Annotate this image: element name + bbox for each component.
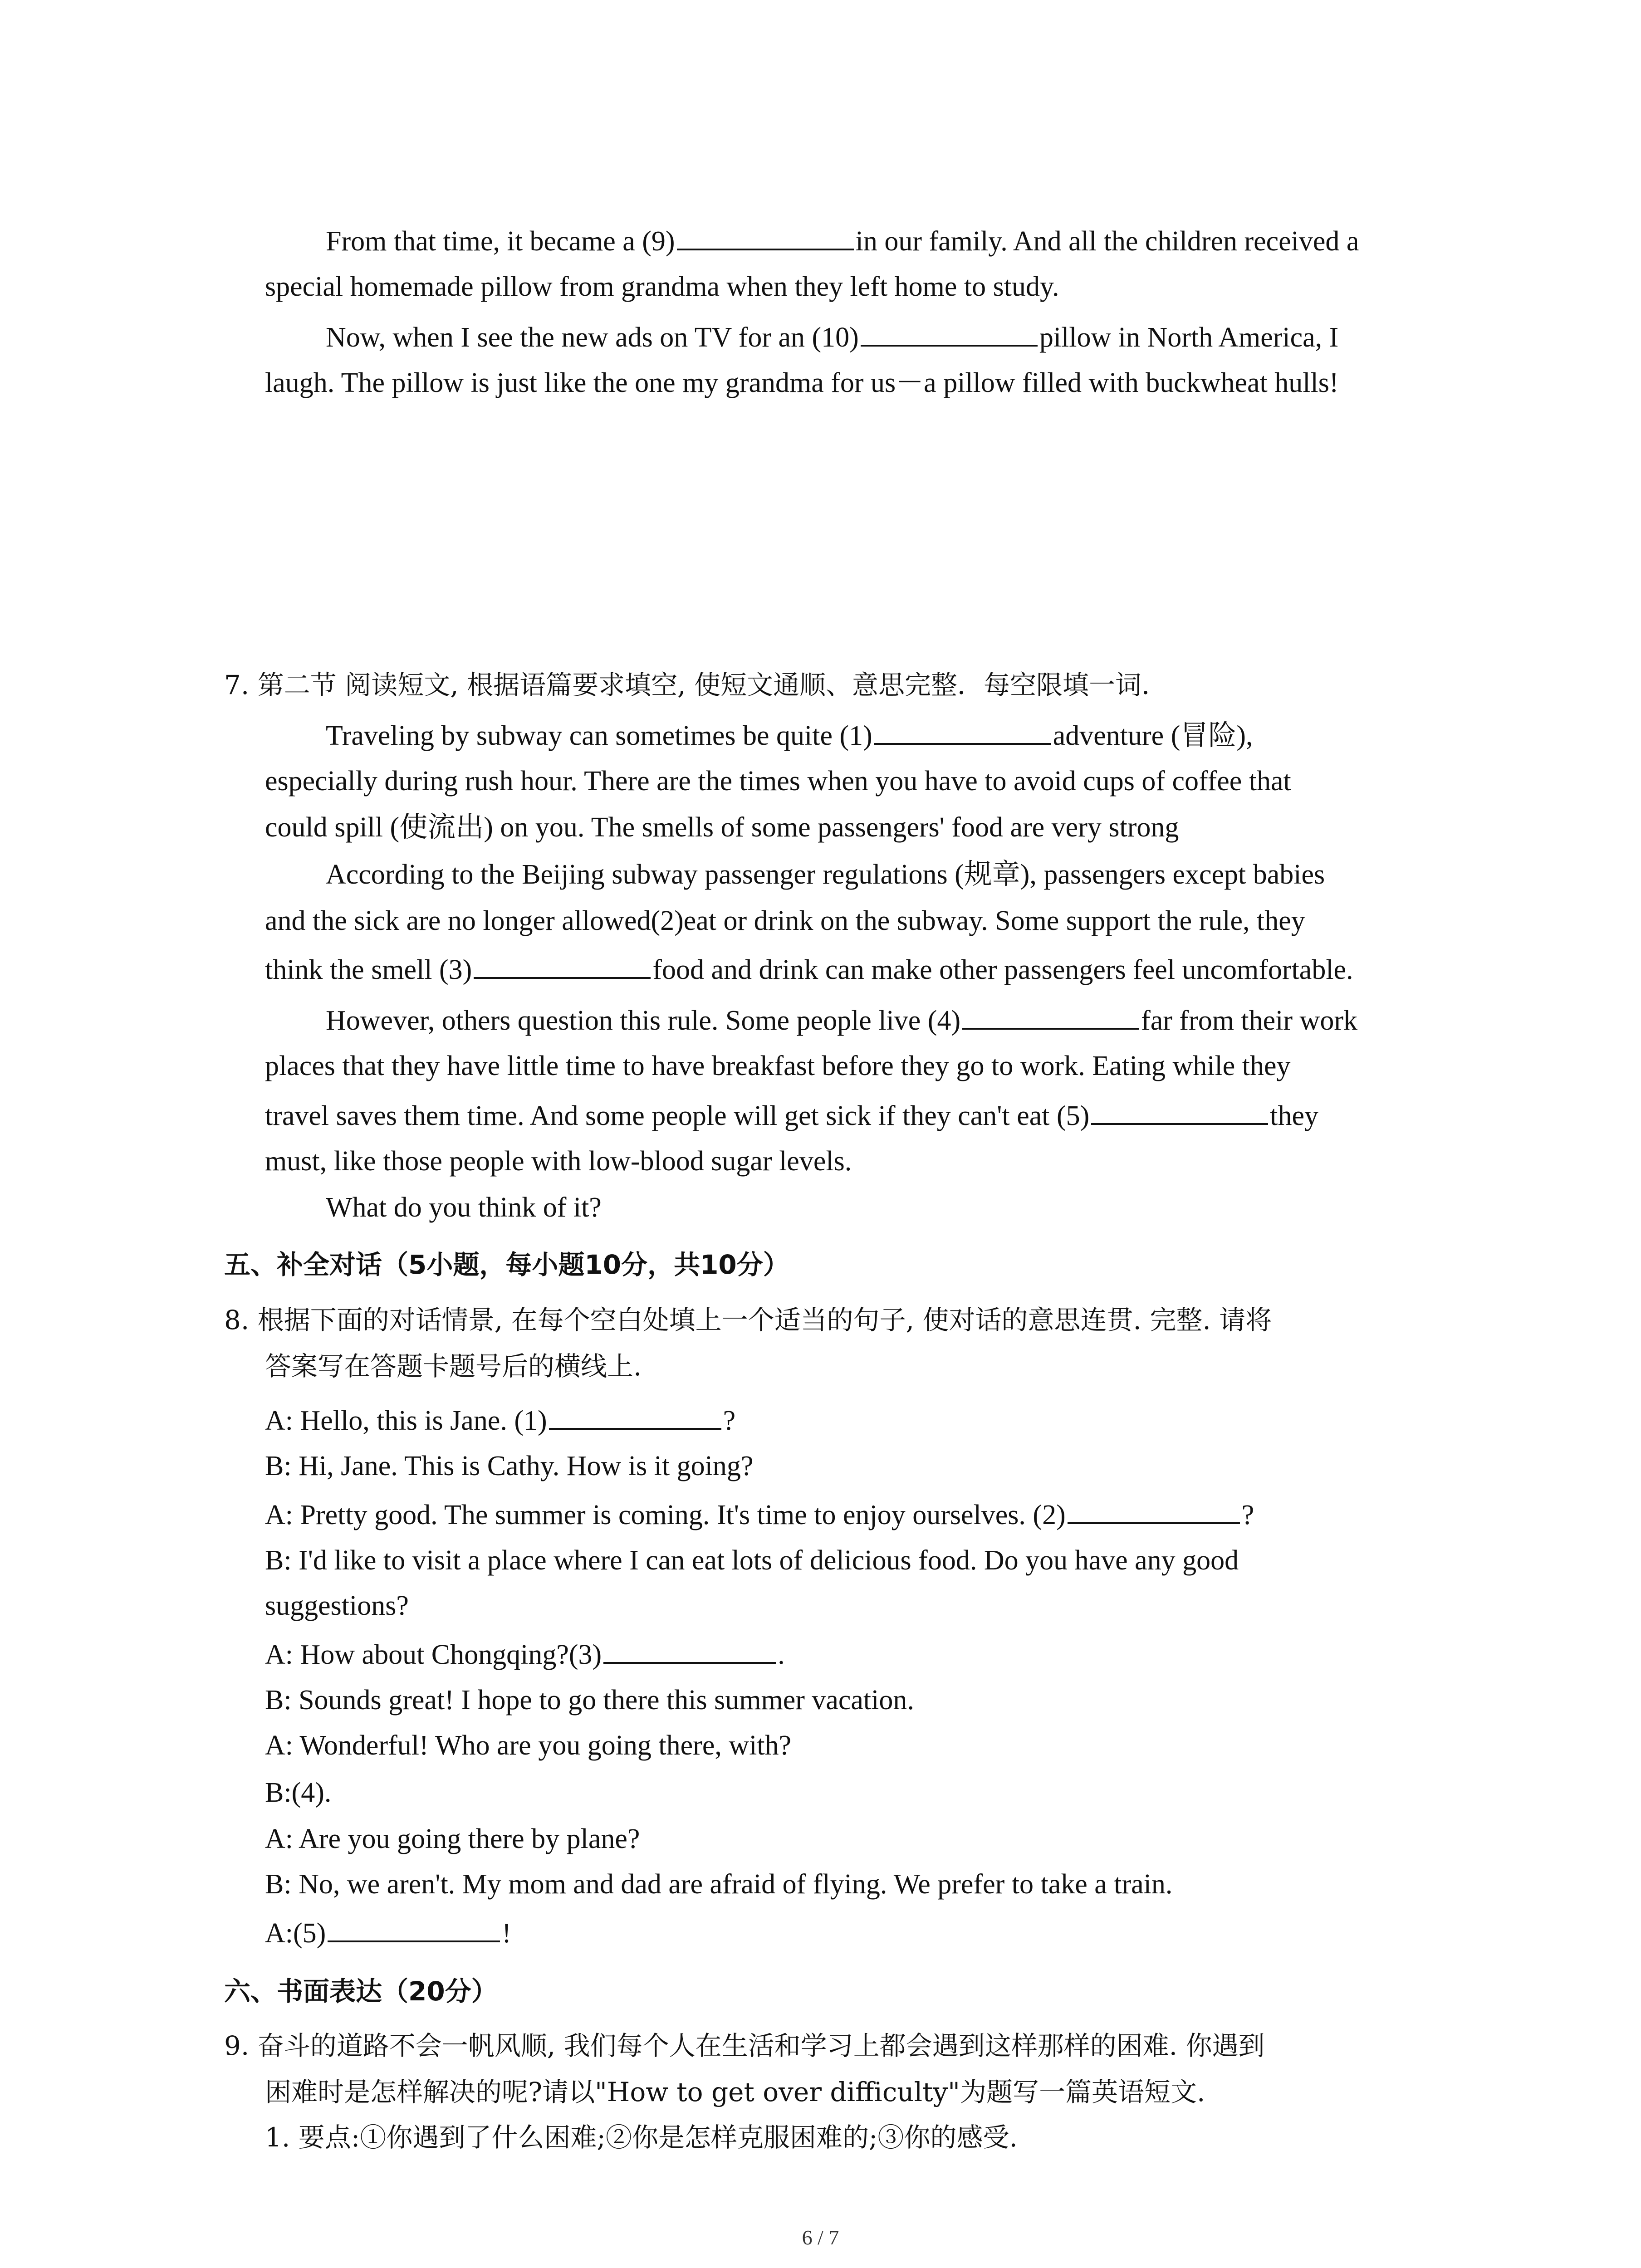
passage-line: travel saves them time. And some people will get sick if they can't eat (5) they bbox=[265, 1098, 1318, 1134]
passage-line: Now, when I see the new ads on TV for an (10) pillow in North America, I bbox=[326, 319, 1338, 356]
passage-line: From that time, it became a (9) in our family. And all the children received a bbox=[326, 223, 1359, 259]
dialogue-line: A:(5) ! bbox=[265, 1915, 511, 1951]
passage-line: think the smell (3) food and drink can make other passengers feel uncomfortable. bbox=[265, 952, 1353, 988]
section-heading: 六、书面表达（20分） bbox=[224, 1976, 498, 2007]
page-number: 6 / 7 bbox=[802, 2226, 839, 2249]
answer-blank-7-5[interactable] bbox=[1091, 1098, 1268, 1125]
question-9-text: 困难时是怎样解决的呢?请以"How to get over difficulty"为题写一篇英语短文. bbox=[265, 2077, 1205, 2107]
dialogue-line: B: Sounds great! I hope to go there this summer vacation. bbox=[265, 1685, 914, 1716]
passage-line: According to the Beijing subway passenger regulations (规章), passengers except babies bbox=[326, 859, 1325, 890]
passage-line: special homemade pillow from grandma when they left home to study. bbox=[265, 271, 1059, 302]
dialogue-line: A: How about Chongqing?(3) . bbox=[265, 1637, 785, 1673]
question-9-text: 1. 要点:①你遇到了什么困难;②你是怎样克服困难的;③你的感受. bbox=[265, 2122, 1018, 2153]
dialogue-line: A: Are you going there by plane? bbox=[265, 1823, 640, 1854]
passage-line: and the sick are no longer allowed(2)eat or drink on the subway. Some support the rule, they bbox=[265, 905, 1305, 936]
passage-line: However, others question this rule. Some people live (4) far from their work bbox=[326, 1002, 1357, 1039]
answer-blank-8-3[interactable] bbox=[603, 1637, 776, 1664]
dialogue-line: A: Pretty good. The summer is coming. It's time to enjoy ourselves. (2) ? bbox=[265, 1497, 1254, 1533]
passage-line: Traveling by subway can sometimes be quite (1) adventure (冒险), bbox=[326, 718, 1253, 754]
answer-blank-8-1[interactable] bbox=[549, 1403, 721, 1430]
passage-line: What do you think of it? bbox=[326, 1192, 602, 1223]
question-7-title: 7. 第二节 阅读短文, 根据语篇要求填空, 使短文通顺、意思完整．每空限填一词． bbox=[224, 670, 1168, 700]
dialogue-line: B:(4). bbox=[265, 1777, 332, 1808]
dialogue-line: suggestions? bbox=[265, 1590, 409, 1621]
question-8-title: 答案写在答题卡题号后的横线上. bbox=[265, 1351, 642, 1382]
passage-line: must, like those people with low-blood sugar levels. bbox=[265, 1146, 852, 1177]
dialogue-line: B: Hi, Jane. This is Cathy. How is it going? bbox=[265, 1451, 754, 1481]
dialogue-line: B: No, we aren't. My mom and dad are afraid of flying. We prefer to take a train. bbox=[265, 1869, 1173, 1900]
passage-line: could spill (使流出) on you. The smells of some passengers' food are very strong bbox=[265, 812, 1179, 843]
passage-line: laugh. The pillow is just like the one my grandma for us－a pillow filled with buckwheat hulls! bbox=[265, 367, 1339, 398]
answer-blank-8-5[interactable] bbox=[328, 1915, 500, 1942]
dialogue-line: A: Wonderful! Who are you going there, with? bbox=[265, 1730, 792, 1761]
section-heading: 五、补全对话（5小题，每小题10分，共10分） bbox=[224, 1249, 789, 1280]
answer-blank-7-4[interactable] bbox=[962, 1002, 1139, 1030]
answer-blank-7-3[interactable] bbox=[474, 952, 651, 979]
answer-blank-7-1[interactable] bbox=[874, 718, 1051, 745]
question-9-text: 9. 奋斗的道路不会一帆风顺, 我们每个人在生活和学习上都会遇到这样那样的困难. 你遇到 bbox=[224, 2030, 1265, 2061]
dialogue-line: B: I'd like to visit a place where I can eat lots of delicious food. Do you have any good bbox=[265, 1545, 1239, 1576]
answer-blank-8-2[interactable] bbox=[1068, 1497, 1240, 1524]
passage-line: especially during rush hour. There are the times when you have to avoid cups of coffee that bbox=[265, 766, 1291, 797]
answer-blank-10[interactable] bbox=[861, 319, 1038, 347]
answer-blank-9[interactable] bbox=[677, 223, 854, 250]
passage-line: places that they have little time to have breakfast before they go to work. Eating while they bbox=[265, 1051, 1291, 1081]
question-8-title: 8. 根据下面的对话情景, 在每个空白处填上一个适当的句子, 使对话的意思连贯. 完整. 请将 bbox=[224, 1305, 1272, 1335]
dialogue-line: A: Hello, this is Jane. (1) ? bbox=[265, 1403, 735, 1439]
